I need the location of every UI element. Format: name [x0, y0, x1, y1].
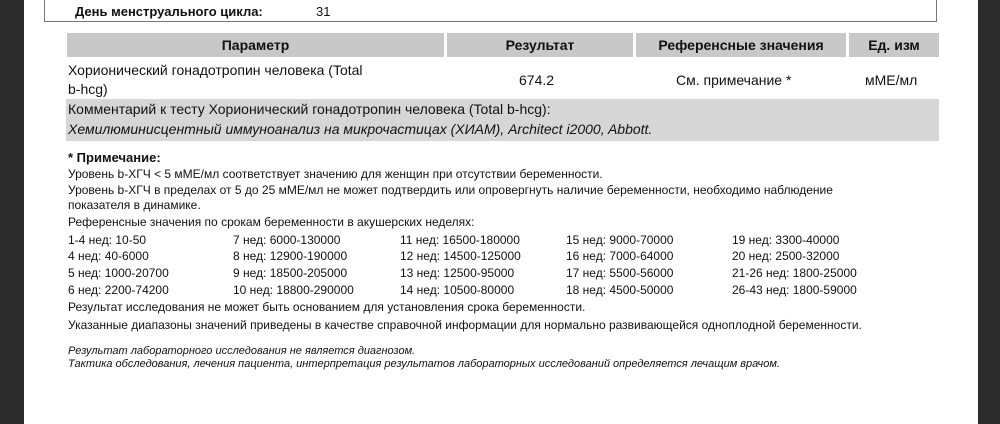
ref-cell: 12 нед: 14500-125000	[400, 249, 521, 263]
param-name-line1: Хорионический гонадотропин человека (Total	[68, 62, 363, 78]
footer-line-1: Результат лабораторного исследования не является диагнозом.	[68, 345, 416, 357]
header-result: Результат	[447, 33, 633, 57]
header-parameter: Параметр	[67, 33, 444, 57]
cycle-day-box	[44, 0, 937, 22]
ref-cell: 26-43 нед: 1800-59000	[732, 283, 857, 297]
note-line-5: Результат исследования не может быть основанием для установления срока беременности.	[68, 300, 586, 314]
header-unit: Ед. изм	[849, 33, 939, 57]
note-line-6: Указанные диапазоны значений приведены в качестве справочной информации для нормально развивающейся одноплодной беременности.	[68, 318, 862, 332]
ref-cell: 6 нед: 2200-74200	[68, 283, 169, 297]
ref-cell: 19 нед: 3300-40000	[732, 233, 840, 247]
ref-cell: 16 нед: 7000-64000	[566, 249, 674, 263]
ref-cell: 14 нед: 10500-80000	[400, 283, 515, 297]
cycle-day-label: День менструального цикла:	[75, 4, 263, 19]
ref-cell: 18 нед: 4500-50000	[566, 283, 674, 297]
note-line-2: Уровень b-ХГЧ в пределах от 5 до 25 мМЕ/мл не может подтвердить или опровергнуть наличие беременности, необходимо наблюдение	[68, 183, 833, 197]
cycle-day-value: 31	[316, 4, 331, 19]
ref-cell: 7 нед: 6000-130000	[233, 233, 341, 247]
header-reference: Референсные значения	[636, 33, 846, 57]
ref-cell: 15 нед: 9000-70000	[566, 233, 674, 247]
note-line-4: Референсные значения по срокам беременности в акушерских неделях:	[68, 215, 475, 229]
ref-cell: 11 нед: 16500-180000	[400, 233, 520, 247]
ref-cell: 8 нед: 12900-190000	[233, 249, 348, 263]
ref-cell: 21-26 нед: 1800-25000	[732, 266, 857, 280]
ref-cell: 10 нед: 18800-290000	[233, 283, 354, 297]
ref-cell: 1-4 нед: 10-50	[68, 233, 147, 247]
footer-line-2: Тактика обследования, лечения пациента, интерпретация результатов лабораторных исследований определяется лечащим врачом.	[68, 358, 780, 370]
note-title: * Примечание:	[68, 150, 161, 165]
unit-value: мМЕ/мл	[865, 72, 918, 88]
ref-cell: 9 нед: 18500-205000	[233, 266, 348, 280]
param-name-line2: b-hcg)	[68, 81, 108, 97]
note-line-1: Уровень b-ХГЧ < 5 мМЕ/мл соответствует значению для женщин при отсутствии беременности.	[68, 167, 603, 181]
ref-cell: 17 нед: 5500-56000	[566, 266, 674, 280]
comment-title: Комментарий к тесту Хорионический гонадотропин человека (Total b-hcg):	[68, 101, 551, 117]
ref-cell: 4 нед: 40-6000	[68, 249, 149, 263]
ref-cell: 20 нед: 2500-32000	[732, 249, 840, 263]
reference-value: См. примечание *	[676, 72, 792, 88]
result-value: 674.2	[519, 72, 555, 88]
comment-text: Хемилюминисцентный иммуноанализ на микрочастицах (ХИАМ), Architect i2000, Abbott.	[68, 121, 653, 137]
note-line-3: показателя в динамике.	[68, 198, 201, 212]
ref-cell: 13 нед: 12500-95000	[400, 266, 515, 280]
ref-cell: 5 нед: 1000-20700	[68, 266, 169, 280]
